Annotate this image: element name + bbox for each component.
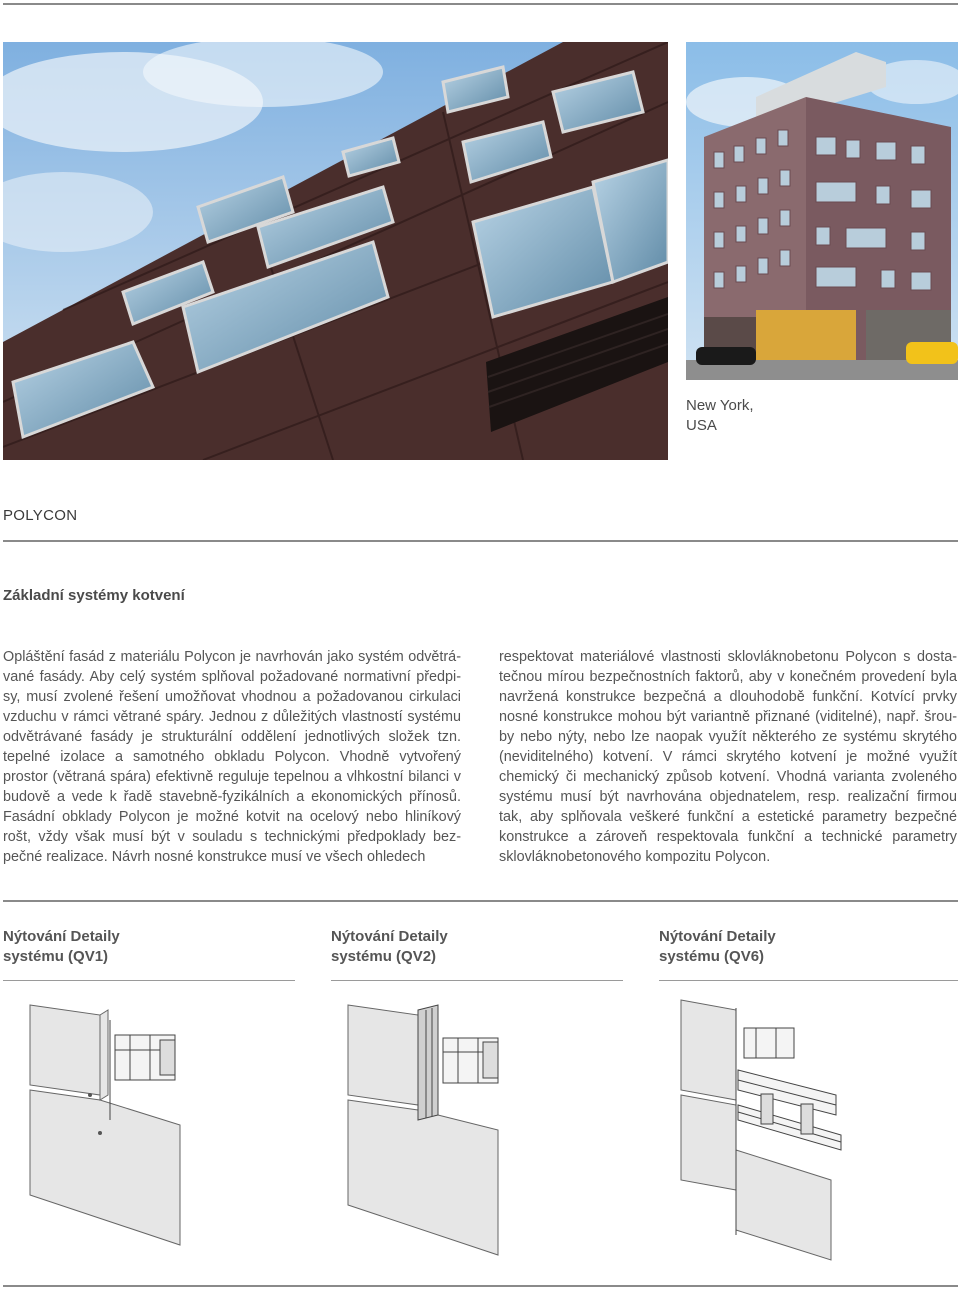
drawing-qv2 xyxy=(338,990,638,1270)
detail-title-qv6 xyxy=(659,927,949,967)
top-rule xyxy=(3,3,958,5)
detail-title-qv2-line1: Nýtování Detaily xyxy=(331,928,448,945)
drawing-qv1 xyxy=(10,990,310,1270)
section-rule xyxy=(3,540,958,542)
detail-title-qv1-line1: Nýtování Detaily xyxy=(3,928,120,945)
body-text-left: Opláštění fasád z materiálu Polycon je navrhován jako systém odvětrávané fasády. Aby celý systém splňoval požadované normativní předpisy, musí zvolené řešení umožňovat vhodnou a požadovanou cirkulaci vzduchu v rámci větrané spáry. Jednou z důležitých vlastností systému odvětrávané fasády je strukturální oddělení jednotlivých složek tzn. tepelné izolace a samotného obkladu Polycon. Vhodně vytvořený prostor (větraná spára) efektivně reguluje tepelnou a vlhkostní bilanci v budově a vede k řadě stavebně-fyzikálních a ekonomických přínosů. Fasádní obklady Polycon je možné kotvit na ocelový nebo hliníkový rošt, vždy však musí být v souladu s technickými předpoklady bezpečné realizace. Návrh nosné konstrukce musí ve všech ohledech xyxy=(3,649,461,865)
detail-rule-qv6 xyxy=(659,980,958,981)
body-text-right: respektovat materiálové vlastnosti sklovláknobetonu Polycon s dostatečnou mírou bezpečnostních faktorů, aby v konečném provedení byla navržená konstrukce bezpečná a dlouhodobě funkční. Kotvící prvky nosné konstrukce mohou být variantně přiznané (viditelné), např. šrouby nebo nýty, nebo lze naopak využít některého ze systému skrytého (neviditelného) kotvení. V rámci skrytého kotvení je možné využít chemický či mechanický způsob kotvení. Vhodná varianta zvoleného systému musí být navrhována objednatelem, resp. realizační firmou tak, aby splňovala veškeré funkční a estetické parametry bezpečné konstrukce a zároveň respektovala funkční a technické parametry sklovláknobetonového kompozitu Polycon. xyxy=(499,649,957,865)
detail-title-qv6-line1: Nýtování Detaily xyxy=(659,928,776,945)
details-rule xyxy=(3,900,958,902)
section-label: POLYCON xyxy=(3,507,78,524)
detail-title-qv1-line2: systému (QV1) xyxy=(3,948,109,965)
drawing-qv6 xyxy=(666,990,960,1270)
caption-country: USA xyxy=(686,417,717,434)
detail-rule-qv1 xyxy=(3,980,295,981)
detail-title-qv1 xyxy=(3,927,293,967)
detail-title-qv2 xyxy=(331,927,621,967)
caption-city: New York, xyxy=(686,397,754,414)
body-column-left xyxy=(3,647,461,867)
bottom-rule xyxy=(3,1285,958,1287)
detail-title-qv2-line2: systému (QV2) xyxy=(331,948,437,965)
body-column-right xyxy=(499,647,957,867)
detail-rule-qv2 xyxy=(331,980,623,981)
photo-caption xyxy=(686,396,754,436)
detail-title-qv6-line2: systému (QV6) xyxy=(659,948,765,965)
facade-photo xyxy=(3,42,668,460)
building-photo xyxy=(686,42,958,380)
page-heading: Základní systémy kotvení xyxy=(3,587,185,604)
